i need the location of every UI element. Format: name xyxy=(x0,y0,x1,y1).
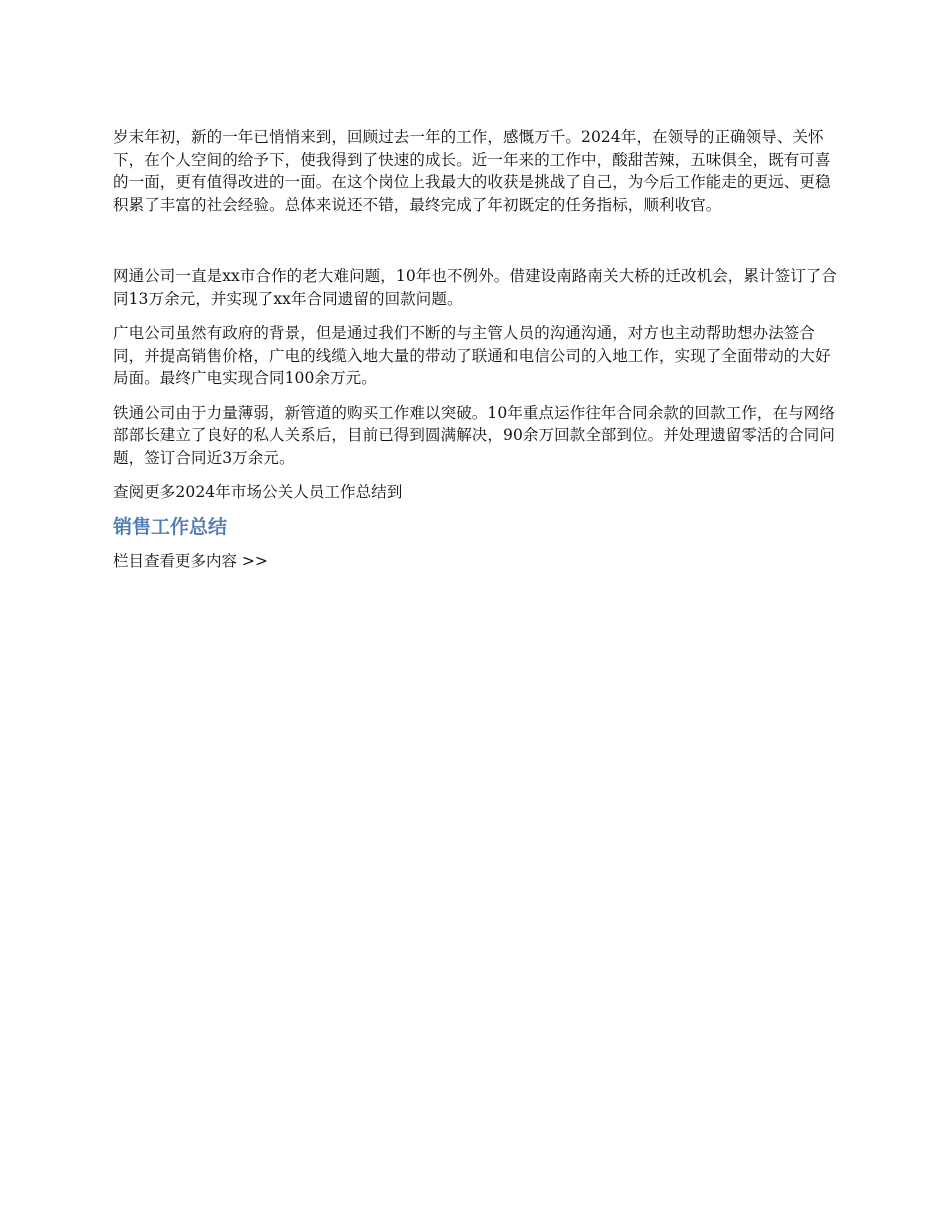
spacer xyxy=(113,504,843,514)
spacer xyxy=(113,469,843,481)
section-heading-link[interactable]: 销售工作总结 xyxy=(113,515,228,538)
more-content-link[interactable]: 栏目查看更多内容 >> xyxy=(113,551,268,570)
see-more-text: 查阅更多2024年市场公关人员工作总结到 xyxy=(113,483,403,501)
spacer xyxy=(113,540,843,550)
railcom-paragraph: 铁通公司由于力量薄弱，新管道的购买工作难以突破。10年重点运作往年合同余款的回款工作，在与网络部部长建立了良好的私人关系后，目前已得到圆满解决，90余万回款全部到位。并处理遗留零活的合同问题，签订合同近3万余元。 xyxy=(113,403,835,467)
spacer xyxy=(113,216,843,265)
spacer xyxy=(113,310,843,322)
spacer xyxy=(113,390,843,402)
netcom-paragraph: 网通公司一直是xx市合作的老大难问题，10年也不例外。借建设南路南关大桥的迁改机会，累计签订了合同13万余元，并实现了xx年合同遗留的回款问题。 xyxy=(113,267,838,308)
document-body xyxy=(113,126,843,572)
intro-paragraph: 岁末年初，新的一年已悄悄来到，回顾过去一年的工作，感慨万千。2024年，在领导的正确领导、关怀下，在个人空间的给予下，使我得到了快速的成长。近一年来的工作中，酸甜苦辣，五味俱全，既有可喜的一面，更有值得改进的一面。在这个岗位上我最大的收获是挑战了自己，为今后工作能走的更远、更稳积累了丰富的社会经验。总体来说还不错，最终完成了年初既定的任务指标，顺利收官。 xyxy=(113,128,831,214)
broadcast-paragraph: 广电公司虽然有政府的背景，但是通过我们不断的与主管人员的沟通沟通，对方也主动帮助想办法签合同，并提高销售价格，广电的线缆入地大量的带动了联通和电信公司的入地工作，实现了全面带动的大好局面。最终广电实现合同100余万元。 xyxy=(113,324,831,387)
